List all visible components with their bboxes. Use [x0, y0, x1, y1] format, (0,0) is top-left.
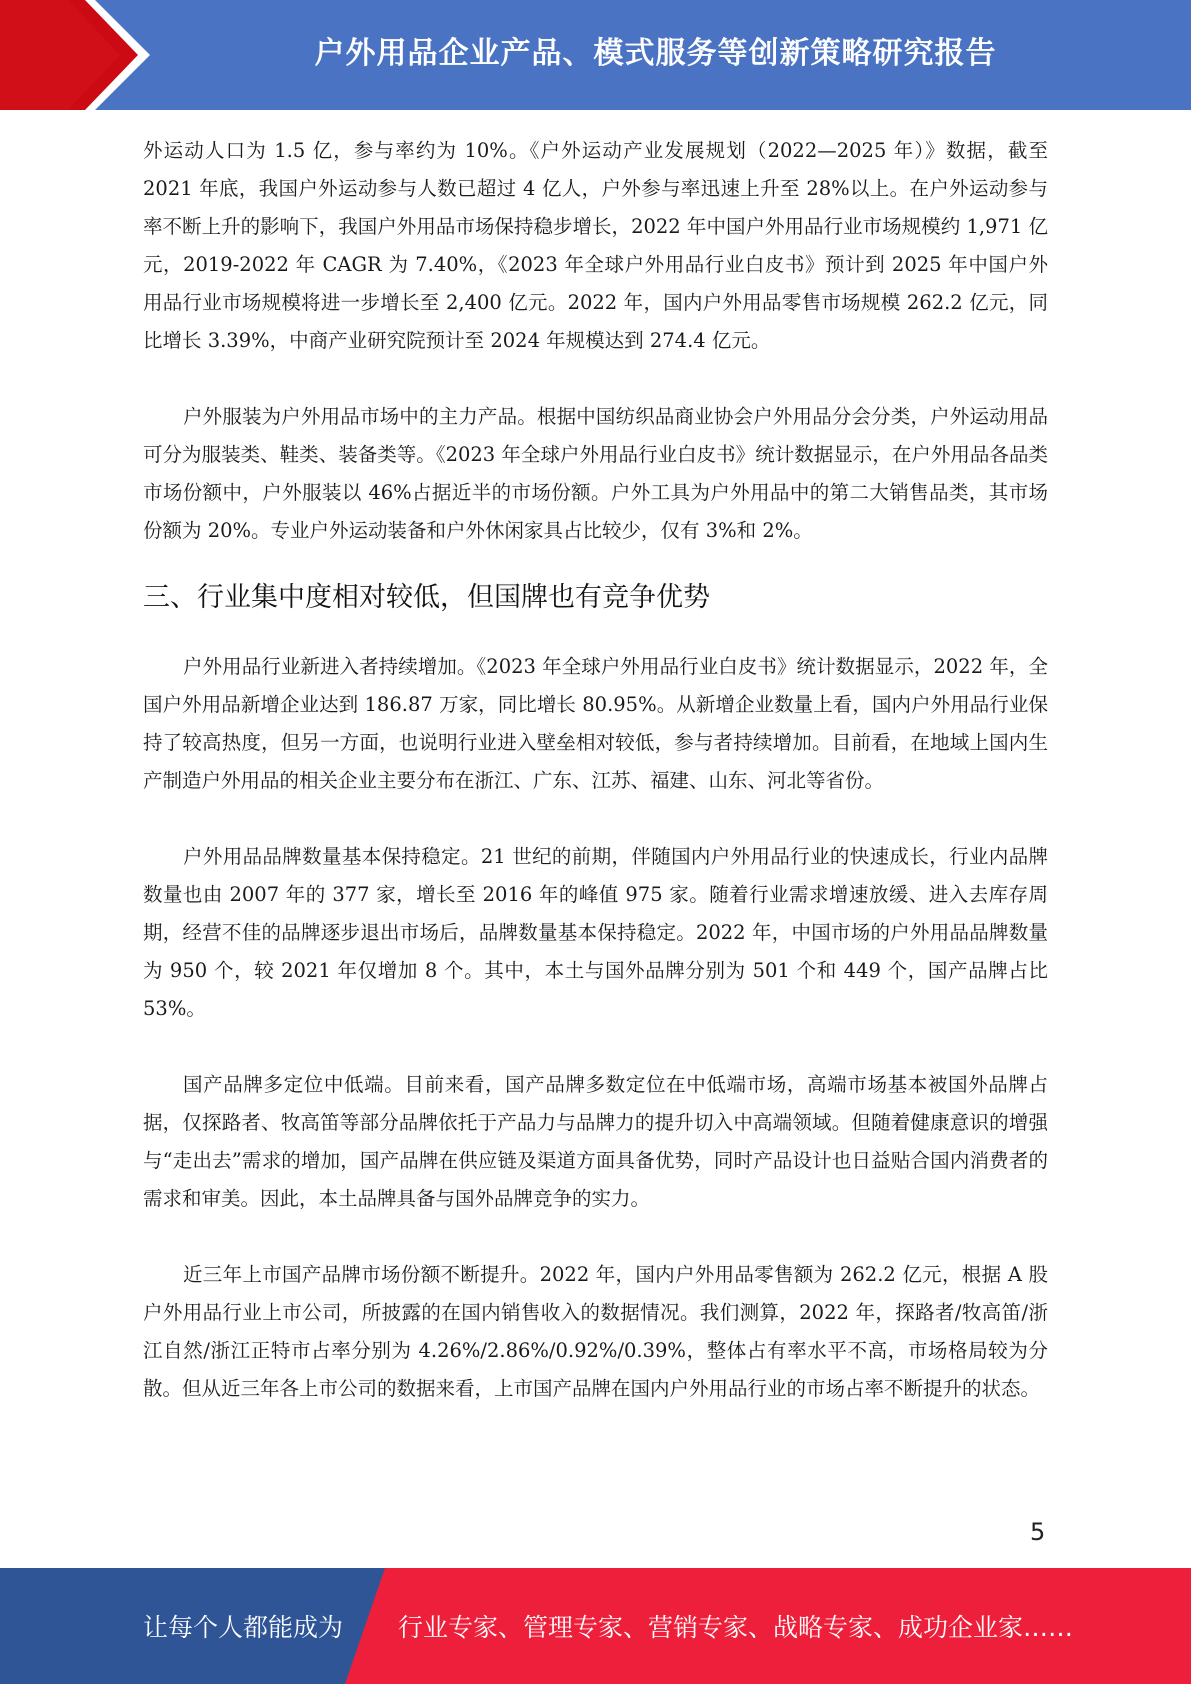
footer-slogan-right: 行业专家、管理专家、营销专家、战略专家、成功企业家…… [398, 1613, 1074, 1642]
page-footer [0, 1568, 1191, 1684]
report-title: 户外用品企业产品、模式服务等创新策略研究报告 [314, 36, 997, 71]
paragraph-brand-count: 户外用品品牌数量基本保持稳定。21 世纪的前期，伴随国内户外用品行业的快速成长，行业内品牌数量也由 2007 年的 377 家，增长至 2016 年的峰值 975 家。随着行业需求增速放缓、进入去库存周期，经营不佳的品牌逐步退出市场后，品牌数量基本保持稳定。2022 年，中国市场的户外用品品牌数量为 950 个，较 2021 年仅增加 8 个。其中，本土与国外品牌分别为 501 个和 449 个，国产品牌占比 53%。 [143, 845, 1048, 1020]
header-chevron-decoration [0, 0, 160, 110]
paragraph-new-entrants: 户外用品行业新进入者持续增加。《2023 年全球户外用品行业白皮书》统计数据显示，2022 年，全国户外用品新增企业达到 186.87 万家，同比增长 80.95%。从新增企业数量上看，国内户外用品行业保持了较高热度，但另一方面，也说明行业进入壁垒相对较低，参与者持续增加。目前看，在地域上国内生产制造户外用品的相关企业主要分布在浙江、广东、江苏、福建、山东、河北等省份。 [143, 655, 1048, 792]
page-body [143, 132, 1048, 1408]
paragraph-market-size: 外运动人口为 1.5 亿，参与率约为 10%。《户外运动产业发展规划（2022—2025 年）》数据，截至 2021 年底，我国户外运动参与人数已超过 4 亿人，户外参与率迅速上升至 28%以上。在户外运动参与率不断上升的影响下，我国户外用品市场保持稳步增长，2022 年中国户外用品行业市场规模约 1,971 亿元，2019-2022 年 CAGR 为 7.40%，《2023 年全球户外用品行业白皮书》预计到 2025 年中国户外用品行业市场规模将进一步增长至 2,400 亿元。2022 年，国内户外用品零售市场规模 262.2 亿元，同比增长 3.39%，中商产业研究院预计至 2024 年规模达到 274.4 亿元。 [143, 139, 1048, 352]
paragraph-domestic-positioning: 国产品牌多定位中低端。目前来看，国产品牌多数定位在中低端市场，高端市场基本被国外品牌占据，仅探路者、牧高笛等部分品牌依托于产品力与品牌力的提升切入中高端领域。但随着健康意识的增强与“走出去”需求的增加，国产品牌在供应链及渠道方面具备优势，同时产品设计也日益贴合国内消费者的需求和审美。因此，本土品牌具备与国外品牌竞争的实力。 [143, 1073, 1048, 1210]
paragraph-listed-brand-share: 近三年上市国产品牌市场份额不断提升。2022 年，国内户外用品零售额为 262.2 亿元，根据 A 股户外用品行业上市公司，所披露的在国内销售收入的数据情况。我们测算，2022 年，探路者/牧高笛/浙江自然/浙江正特市占率分别为 4.26%/2.86%/0.92%/0.39%，整体占有率水平不高，市场格局较为分散。但从近三年各上市公司的数据来看，上市国产品牌在国内户外用品行业的市场占率不断提升的状态。 [143, 1263, 1048, 1400]
page-header [0, 0, 1191, 110]
footer-slogan-left: 让每个人都能成为 [143, 1613, 344, 1642]
page-number: 5 [1030, 1518, 1046, 1546]
section-heading-3: 三、行业集中度相对较低，但国牌也有竞争优势 [143, 582, 710, 613]
paragraph-apparel-share: 户外服装为户外用品市场中的主力产品。根据中国纺织品商业协会户外用品分会分类，户外运动用品可分为服装类、鞋类、装备类等。《2023 年全球户外用品行业白皮书》统计数据显示，在户外用品各品类市场份额中，户外服装以 46%占据近半的市场份额。户外工具为户外用品中的第二大销售品类，其市场份额为 20%。专业户外运动装备和户外休闲家具占比较少，仅有 3%和 2%。 [143, 405, 1048, 542]
